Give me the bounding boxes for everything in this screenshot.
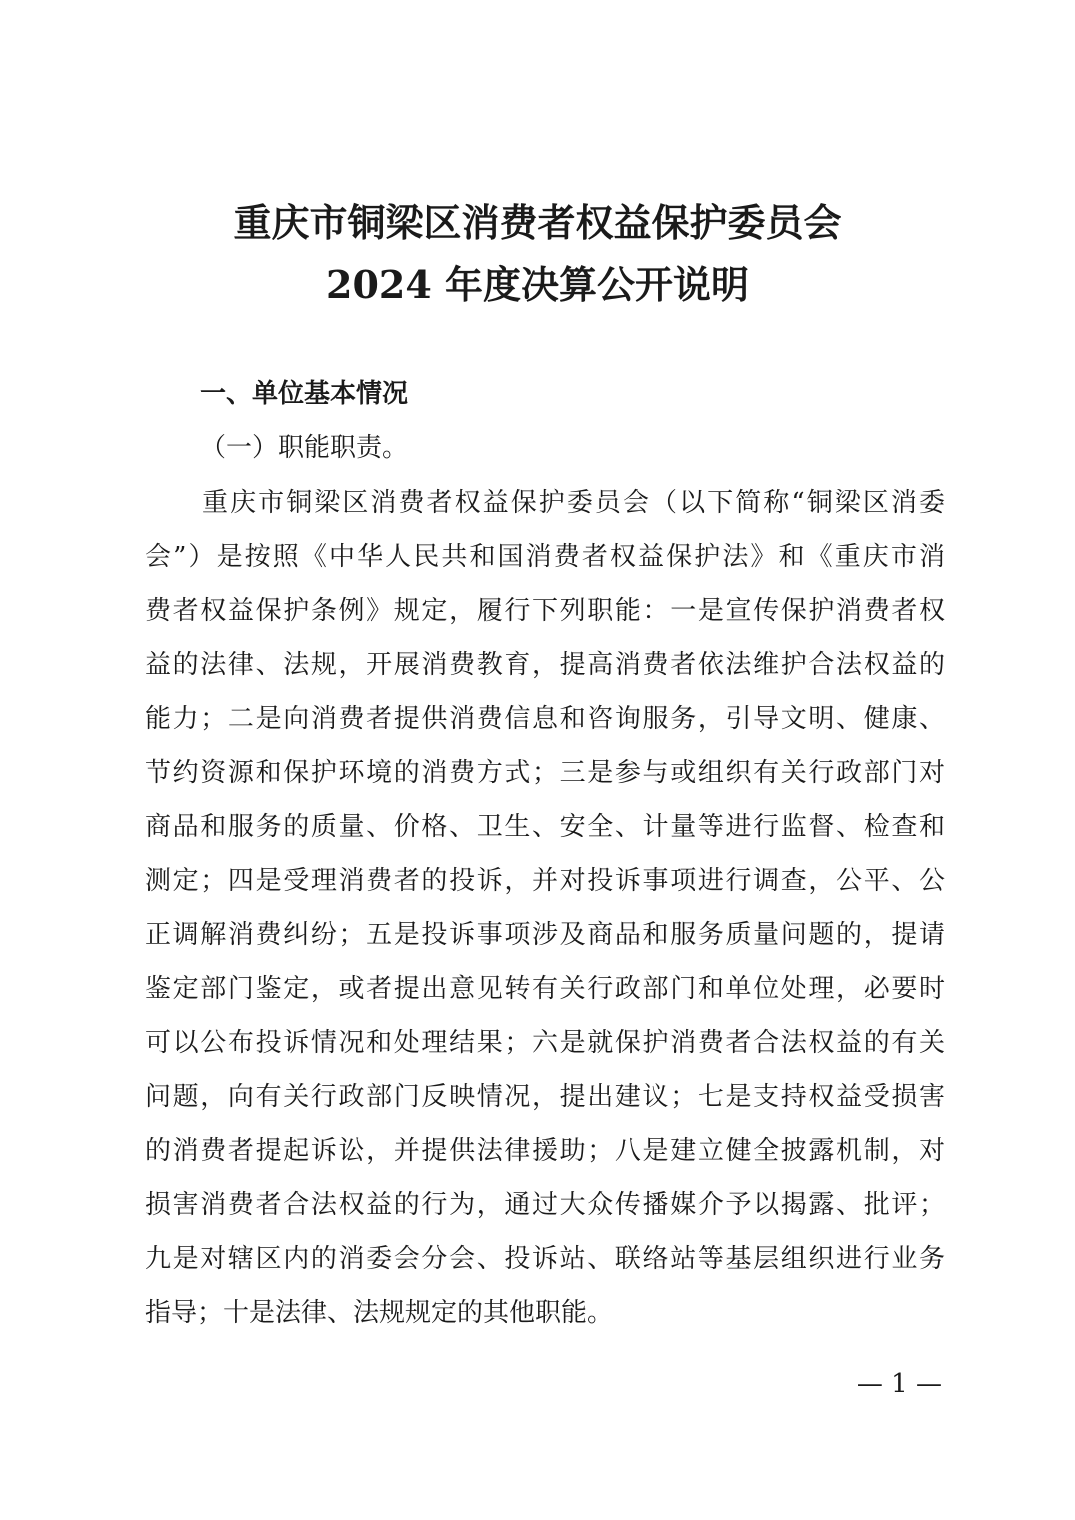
paragraph-line: 益的法律、法规，开展消费教育，提高消费者依法维护合法权益的 — [145, 650, 945, 680]
paragraph-line: 商品和服务的质量、价格、卫生、安全、计量等进行监督、检查和 — [145, 812, 945, 842]
paragraph-line: 的消费者提起诉讼，并提供法律援助；八是建立健全披露机制，对 — [145, 1136, 945, 1166]
paragraph-line: 指导；十是法律、法规规定的其他职能。 — [145, 1298, 614, 1328]
paragraph-line: 鉴定部门鉴定，或者提出意见转有关行政部门和单位处理，必要时 — [145, 974, 945, 1004]
paragraph-line: 问题，向有关行政部门反映情况，提出建议；七是支持权益受损害 — [145, 1082, 945, 1112]
paragraph-line: 能力；二是向消费者提供消费信息和咨询服务，引导文明、健康、 — [145, 704, 945, 734]
paragraph-line: 损害消费者合法权益的行为，通过大众传播媒介予以揭露、批评； — [145, 1190, 945, 1220]
document-title-line-2: 2024 年度决算公开说明 — [326, 262, 749, 307]
document-title-line-1: 重庆市铜梁区消费者权益保护委员会 — [233, 200, 842, 245]
subsection-heading: （一）职能职责。 — [200, 433, 409, 463]
paragraph-line: 九是对辖区内的消委会分会、投诉站、联络站等基层组织进行业务 — [145, 1244, 945, 1274]
section-heading: 一、单位基本情况 — [200, 379, 409, 409]
paragraph-line: 可以公布投诉情况和处理结果；六是就保护消费者合法权益的有关 — [145, 1028, 945, 1058]
body-paragraph — [145, 476, 945, 1340]
paragraph-line: 正调解消费纠纷；五是投诉事项涉及商品和服务质量问题的，提请 — [145, 920, 945, 950]
page-number: — 1 — — [856, 1369, 942, 1399]
paragraph-line: 测定；四是受理消费者的投诉，并对投诉事项进行调查，公平、公 — [145, 866, 945, 896]
paragraph-line: 节约资源和保护环境的消费方式；三是参与或组织有关行政部门对 — [145, 758, 945, 788]
paragraph-line: 重庆市铜梁区消费者权益保护委员会（以下简称“铜梁区消委 — [202, 488, 945, 518]
paragraph-line: 费者权益保护条例》规定，履行下列职能：一是宣传保护消费者权 — [145, 596, 945, 626]
paragraph-line: 会”）是按照《中华人民共和国消费者权益保护法》和《重庆市消 — [145, 542, 945, 572]
